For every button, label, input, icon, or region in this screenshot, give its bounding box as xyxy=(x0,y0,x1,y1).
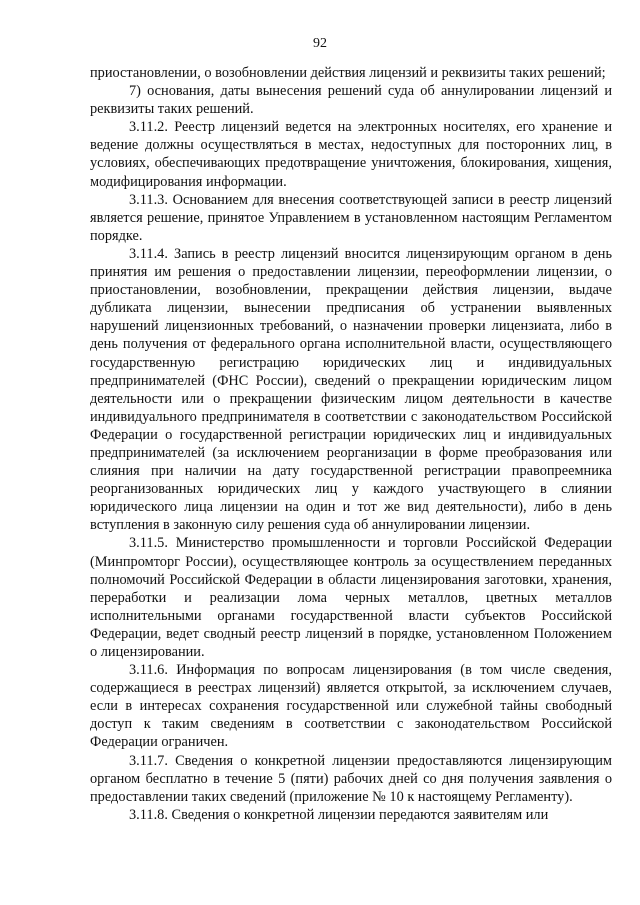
document-body xyxy=(90,64,612,824)
paragraph-3-11-3: 3.11.3. Основанием для внесения соответствующей записи в реестр лицензий является решение, принятое Управлением в установленном настоящим Регламентом порядке. xyxy=(90,191,612,244)
paragraph-3-11-2: 3.11.2. Реестр лицензий ведется на электронных носителях, его хранение и ведение должны осуществляться в местах, недоступных для посторонних лиц, в условиях, обеспечивающих предотвращение уничтожения, блокирования, хищения, модифицирования информации. xyxy=(90,119,612,190)
paragraph-item-7: 7) основания, даты вынесения решений суда об аннулировании лицензий и реквизиты таких решений. xyxy=(90,83,612,118)
paragraph-continuation: приостановлении, о возобновлении действия лицензий и реквизиты таких решений; xyxy=(90,65,606,81)
paragraph-3-11-4: 3.11.4. Запись в реестр лицензий вносится лицензирующим органом в день принятия им решения о предоставлении лицензии, переоформлении лицензии, о приостановлении, возобновлении, прекращении действия лицензии, выдаче дубликата лицензии, вынесении предписания об устранении выявленных нарушений лицензионных требований, о назначении проверки лицензиата, либо в день получения от федерального органа исполнительной власти, осуществляющего государственную регистрацию юридических лиц и индивидуальных предпринимателей (ФНС России), сведений о прекращении юридическим лицом деятельности или о прекращении физическим лицом деятельности в качестве индивидуального предпринимателя в соответствии с законодательством Российской Федерации о государственной регистрации юридических лиц и индивидуальных предпринимателей (за исключением реорганизации в форме преобразования или слияния при наличии на дату государственной регистрации правопреемника реорганизованных юридических лиц у каждого участвующего в слиянии юридического лица лицензии на один и тот же вид деятельности), либо в день вступления в законную силу решения суда об аннулировании лицензии. xyxy=(90,245,612,534)
paragraph-3-11-6: 3.11.6. Информация по вопросам лицензирования (в том числе сведения, содержащиеся в реестрах лицензий) является открытой, за исключением случаев, если в интересах сохранения государственной или служебной тайны свободный доступ к таким сведениям в соответствии с законодательством Российской Федерации ограничен. xyxy=(90,662,612,751)
page-number: 92 xyxy=(313,36,327,51)
paragraph-3-11-8: 3.11.8. Сведения о конкретной лицензии передаются заявителям или xyxy=(129,806,549,823)
paragraph-3-11-7: 3.11.7. Сведения о конкретной лицензии предоставляются лицензирующим органом бесплатно в течение 5 (пяти) рабочих дней со дня получения заявления о предоставлении таких сведений (приложение № 10 к настоящему Регламенту). xyxy=(90,752,612,805)
paragraph-3-11-5: 3.11.5. Министерство промышленности и торговли Российской Федерации (Минпромторг России), осуществляющее контроль за осуществлением переданных полномочий Российской Федерации в области лицензирования заготовки, хранения, переработки и реализации лома черных металлов, цветных металлов исполнительными органами государственной власти субъектов Российской Федерации, ведет сводный реестр лицензий в порядке, установленном Положением о лицензировании. xyxy=(90,535,612,660)
